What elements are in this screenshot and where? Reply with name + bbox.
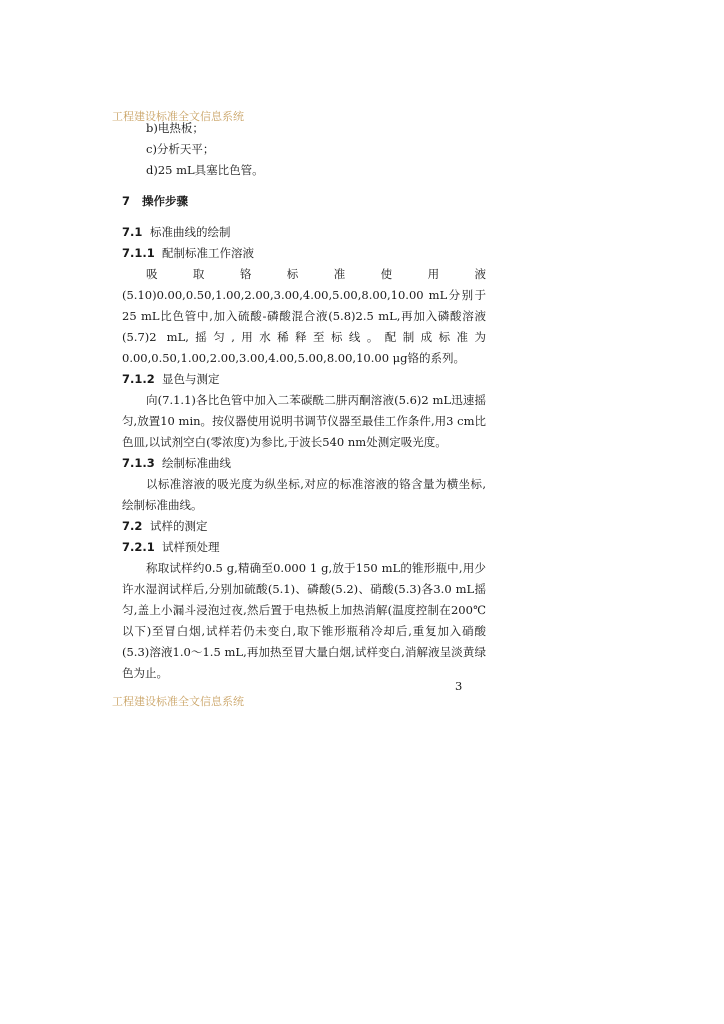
clause-heading-7-1-1 — [122, 243, 486, 264]
clause-title: 配制标准工作溶液 — [162, 246, 254, 260]
clause-heading-7-2-1 — [122, 537, 486, 558]
clause-body-7-1-3: 以标准溶液的吸光度为纵坐标,对应的标准溶液的铬含量为横坐标,绘制标准曲线。 — [122, 477, 486, 512]
list-item-colorimetric-tube: d)25 mL具塞比色管。 — [146, 163, 264, 177]
subsection-heading-7-2 — [122, 516, 486, 537]
subsection-title: 试样的测定 — [150, 519, 208, 533]
document-page — [122, 118, 486, 684]
clause-title: 显色与测定 — [162, 372, 220, 386]
clause-number: 7.1.2 — [122, 372, 155, 386]
clause-number: 7.2.1 — [122, 540, 155, 554]
subsection-title: 标准曲线的绘制 — [150, 225, 231, 239]
list-item-analytical-balance: c)分析天平； — [146, 142, 215, 156]
list-item-electric-hotplate: b)电热板； — [146, 121, 204, 135]
clause-heading-7-1-2 — [122, 369, 486, 390]
watermark-bottom: 工程建设标准全文信息系统 — [112, 695, 244, 708]
section-heading-7 — [122, 191, 486, 212]
subsection-number: 7.1 — [122, 225, 143, 239]
clause-title: 试样预处理 — [162, 540, 220, 554]
clause-body-7-1-1: 吸取铬标准使用液(5.10)0.00,0.50,1.00,2.00,3.00,4.00,5.00,8.00,10.00 mL分别于25 mL比色管中,加入硫酸-磷酸混合液(5.8)2.5 mL,再加入磷酸溶液(5.7)2 mL,摇匀,用水稀释至标线。配制成标准为0.00,0.50,1.00,2.00,3.00,4.00,5.00,8.00,10.00 μg铬的系列。 — [122, 267, 486, 365]
subsection-heading-7-1 — [122, 222, 486, 243]
section-number: 7 — [122, 194, 131, 208]
clause-number: 7.1.1 — [122, 246, 155, 260]
clause-title: 绘制标准曲线 — [162, 456, 231, 470]
watermark-top: 工程建设标准全文信息系统 — [112, 110, 244, 123]
clause-body-7-1-2: 向(7.1.1)各比色管中加入二苯碳酰二肼丙酮溶液(5.6)2 mL迅速摇匀,放置10 min。按仪器使用说明书调节仪器至最佳工作条件,用3 cm比色皿,以试剂空白(零浓度)为参比,于波长540 nm处测定吸光度。 — [122, 393, 486, 449]
clause-body-7-2-1: 称取试样约0.5 g,精确至0.000 1 g,放于150 mL的锥形瓶中,用少许水湿润试样后,分别加硫酸(5.1)、磷酸(5.2)、硝酸(5.3)各3.0 mL摇匀,盖上小漏斗浸泡过夜,然后置于电热板上加热消解(温度控制在200℃以下)至冒白烟,试样若仍未变白,取下锥形瓶稍冷却后,重复加入硝酸(5.3)溶液1.0～1.5 mL,再加热至冒大量白烟,试样变白,消解液呈淡黄绿色为止。 — [122, 561, 486, 680]
section-title: 操作步骤 — [142, 194, 188, 208]
clause-number: 7.1.3 — [122, 456, 155, 470]
clause-heading-7-1-3 — [122, 453, 486, 474]
page-number: 3 — [455, 679, 463, 693]
subsection-number: 7.2 — [122, 519, 143, 533]
